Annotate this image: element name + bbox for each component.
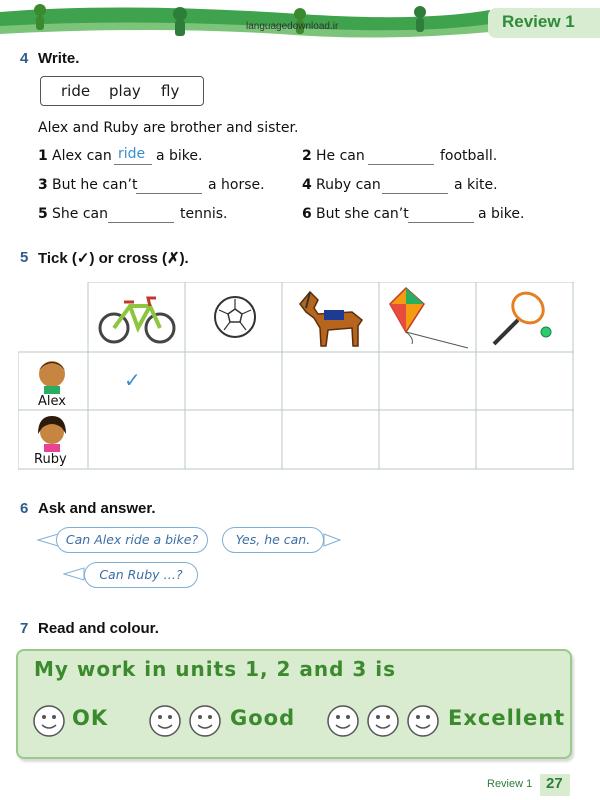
- header-banner: [0, 0, 600, 42]
- review-tab: [488, 8, 600, 38]
- self-assessment-heading: My work in units 1, 2 and 3 is: [34, 657, 397, 681]
- speech-bubble-question: [56, 527, 208, 553]
- smiley-face-icon[interactable]: [188, 704, 222, 738]
- answer-blank[interactable]: [368, 164, 434, 165]
- word-box-word: play: [109, 82, 141, 100]
- answer-text: ride: [118, 146, 146, 162]
- bubble-text: Can Alex ride a bike?: [65, 532, 199, 547]
- item-before: But he can’t: [52, 177, 138, 193]
- item-before: Alex can: [52, 148, 112, 164]
- item-number: 2: [302, 148, 312, 164]
- word-box-word: ride: [61, 82, 91, 100]
- bike-icon: [98, 290, 178, 346]
- row-label-alex: Alex: [38, 394, 66, 409]
- item-after: a kite.: [454, 177, 498, 193]
- tick-mark-cell[interactable]: ✓: [124, 368, 141, 392]
- item-after: football.: [440, 148, 498, 164]
- item-after: a horse.: [208, 177, 265, 193]
- horse-icon: [292, 286, 372, 350]
- item-before: Ruby can: [316, 177, 381, 193]
- rating-excellent-label: Excellent: [448, 706, 566, 730]
- item-after: a bike.: [156, 148, 203, 164]
- item-number: 4: [302, 177, 312, 193]
- section-5-number: 5: [20, 249, 29, 266]
- item-number: 6: [302, 206, 312, 222]
- boy-avatar-icon: [34, 356, 70, 394]
- watermark-text: languagedownload.ir: [246, 21, 339, 32]
- girl-avatar-icon: [34, 414, 70, 452]
- answer-blank[interactable]: [114, 164, 152, 165]
- bubble-text: Can Ruby …?: [99, 567, 183, 582]
- word-box-word: fly: [161, 82, 180, 100]
- kite-icon: [384, 286, 474, 350]
- speech-bubble-answer: [222, 527, 324, 553]
- smiley-face-icon[interactable]: [366, 704, 400, 738]
- smiley-face-icon[interactable]: [406, 704, 440, 738]
- item-before: She can: [52, 206, 108, 222]
- rating-good-label: Good: [230, 706, 296, 730]
- review-tab-label: Review 1: [502, 12, 575, 31]
- smiley-face-icon[interactable]: [326, 704, 360, 738]
- row-label-ruby: Ruby: [34, 452, 67, 467]
- item-number: 5: [38, 206, 48, 222]
- section-7-title: Read and colour.: [38, 620, 159, 637]
- section-6-number: 6: [20, 500, 29, 517]
- answer-blank[interactable]: [408, 222, 474, 223]
- section-4-number: 4: [20, 50, 29, 67]
- item-after: tennis.: [180, 206, 228, 222]
- speech-bubble-prompt: [84, 562, 198, 588]
- section-4-intro: Alex and Ruby are brother and sister.: [38, 120, 299, 136]
- item-number: 1: [38, 148, 48, 164]
- tennis-racket-icon: [488, 288, 558, 348]
- rating-ok-label: OK: [72, 706, 109, 730]
- section-4-title: Write.: [38, 50, 80, 67]
- answer-blank[interactable]: [136, 193, 202, 194]
- word-box: [40, 76, 204, 106]
- football-icon: [213, 292, 257, 342]
- section-6-title: Ask and answer.: [38, 500, 156, 517]
- item-number: 3: [38, 177, 48, 193]
- section-7-number: 7: [20, 620, 29, 637]
- answer-blank[interactable]: [108, 222, 174, 223]
- bubble-text: Yes, he can.: [235, 532, 311, 547]
- item-after: a bike.: [478, 206, 525, 222]
- item-before: He can: [316, 148, 365, 164]
- page-number: 27: [546, 775, 563, 792]
- page-number-box: [540, 774, 570, 796]
- smiley-face-icon[interactable]: [148, 704, 182, 738]
- smiley-face-icon[interactable]: [32, 704, 66, 738]
- item-before: But she can’t: [316, 206, 409, 222]
- footer-label: Review 1: [487, 778, 533, 790]
- answer-blank[interactable]: [382, 193, 448, 194]
- section-5-title: Tick (✓) or cross (✗).: [38, 250, 189, 267]
